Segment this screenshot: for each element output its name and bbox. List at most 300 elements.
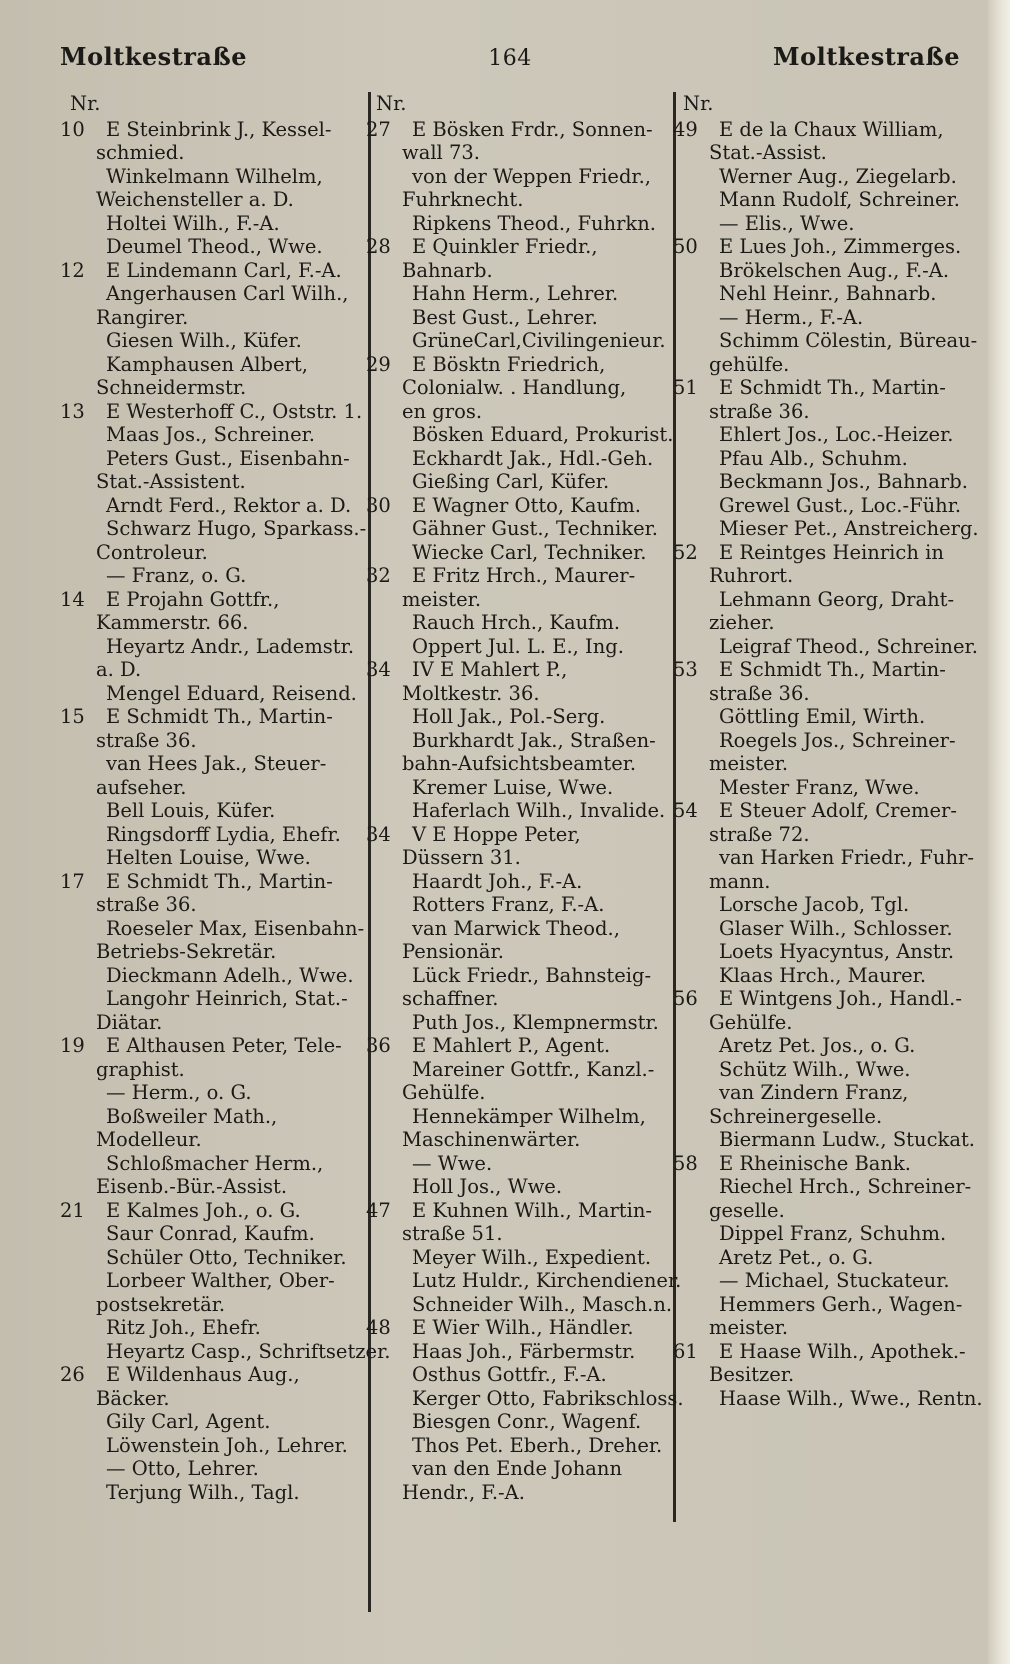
entry-text: Rangirer. (96, 305, 189, 329)
resident-line (70, 611, 362, 635)
entry-text: Kerger Otto, Fabrikschloss. (412, 1386, 684, 1410)
entry-text: E Mahlert P., Agent. (412, 1034, 611, 1057)
house-entry (60, 869, 362, 894)
resident-line (683, 1316, 975, 1340)
entry-text: E Althausen Peter, Tele- (106, 1034, 342, 1057)
house-number: 19 (60, 1034, 85, 1057)
entry-text: zieher. (709, 611, 775, 634)
resident-line (376, 1386, 684, 1411)
house-entry (673, 117, 975, 142)
entry-text: E Wagner Otto, Kaufm. (412, 493, 641, 517)
resident-line (683, 823, 975, 847)
house-number: 17 (60, 869, 85, 893)
house-number: 53 (673, 658, 698, 681)
resident-line (683, 1105, 975, 1129)
entry-text: Lehmann Georg, Draht- (719, 587, 955, 611)
resident-line (376, 1292, 673, 1317)
entry-text: Leigraf Theod., Schreiner. (719, 634, 978, 658)
entry-text: Glaser Wilh., Schlosser. (719, 916, 953, 940)
entry-text: Heyartz Casp., Schriftsetzer. (106, 1339, 391, 1363)
entry-text: Biermann Ludw., Stuckat. (719, 1128, 975, 1151)
resident-line (70, 447, 362, 471)
resident-line (70, 752, 362, 776)
entry-text: — Michael, Stuckateur. (719, 1269, 950, 1292)
entry-text: Lutz Huldr., Kirchendiener. (412, 1269, 682, 1292)
resident-line (376, 282, 666, 306)
house-entry (366, 493, 666, 518)
resident-line (376, 917, 666, 941)
entry-text: Puth Jos., Klempnermstr. (412, 1010, 659, 1034)
entry-text: — Franz, o. G. (106, 564, 247, 587)
house-number: 34 (366, 822, 391, 846)
resident-line (376, 1058, 666, 1082)
resident-line (70, 1105, 362, 1129)
resident-line (683, 165, 975, 189)
entry-text: Langohr Heinrich, Stat.- (106, 987, 348, 1010)
resident-line (683, 1363, 975, 1387)
resident-line (683, 212, 975, 236)
entry-text: Hennekämper Wilhelm, (412, 1104, 646, 1128)
entry-text: — Herm., F.-A. (719, 305, 864, 329)
entry-text: Stat.-Assistent. (96, 470, 246, 493)
entry-text: IV E Mahlert P., (412, 658, 568, 681)
entry-text: Nehl Heinr., Bahnarb. (719, 282, 937, 305)
house-number: 54 (673, 799, 698, 822)
resident-line (70, 635, 362, 659)
resident-line (376, 1363, 666, 1387)
resident-line (70, 235, 362, 259)
entry-text: wall 73. (402, 141, 480, 164)
column-2 (366, 92, 684, 1632)
house-number: 47 (366, 1198, 391, 1222)
entry-text: E Bösken Frdr., Sonnen- (412, 117, 653, 141)
resident-line (683, 329, 978, 353)
house-number: 26 (60, 1363, 85, 1386)
resident-line (70, 1410, 362, 1434)
house-entry (366, 1316, 666, 1340)
house-entry (60, 399, 363, 424)
entry-text: von der Weppen Friedr., (412, 164, 651, 188)
entry-text: Controleur. (96, 540, 208, 564)
house-number: 50 (673, 235, 698, 258)
entry-text: Osthus Gottfr., F.-A. (412, 1363, 607, 1386)
entry-text: Löwenstein Joh., Lehrer. (106, 1433, 348, 1457)
entry-text: Ripkens Theod., Fuhrkn. (412, 211, 656, 235)
entry-text: Schwarz Hugo, Sparkass.- (106, 517, 367, 540)
resident-line (376, 799, 666, 823)
entry-text: Brökelschen Aug., F.-A. (719, 258, 950, 282)
entry-text: E Schmidt Th., Martin- (719, 376, 946, 399)
resident-line (683, 1081, 975, 1105)
entry-text: E Fritz Hrch., Maurer- (412, 564, 636, 587)
resident-line (376, 1128, 666, 1152)
resident-line (683, 1293, 975, 1317)
house-entry (60, 1034, 362, 1058)
entry-text: Maas Jos., Schreiner. (106, 423, 315, 446)
entry-text: Riechel Hrch., Schreiner- (719, 1175, 972, 1198)
entry-text: Giesen Wilh., Küfer. (106, 329, 302, 352)
entry-text: Schloßmacher Herm., (106, 1151, 324, 1175)
resident-line (376, 729, 666, 753)
entry-text: Aretz Pet., o. G. (719, 1245, 874, 1269)
entry-text: Eckhardt Jak., Hdl.-Geh. (412, 446, 654, 470)
resident-line (376, 1246, 666, 1270)
entry-text: Beckmann Jos., Bahnarb. (719, 470, 968, 493)
resident-line (683, 306, 975, 330)
resident-line (70, 1175, 362, 1199)
entry-text: Angerhausen Carl Wilh., (106, 282, 349, 305)
resident-line (70, 1339, 391, 1364)
resident-line (70, 564, 362, 588)
resident-line (376, 141, 666, 165)
entry-text: E Wintgens Joh., Handl.- (719, 987, 962, 1010)
resident-line (70, 306, 362, 330)
house-entry (60, 117, 362, 142)
entry-text: E Kuhnen Wilh., Martin- (412, 1198, 653, 1222)
resident-line (376, 588, 666, 612)
entry-text: — Wwe. (412, 1151, 493, 1175)
resident-line (70, 1152, 362, 1176)
entry-text: Diätar. (96, 1010, 163, 1034)
resident-line (376, 1222, 666, 1246)
entry-text: Dieckmann Adelh., Wwe. (106, 963, 354, 987)
entry-text: — Elis., Wwe. (719, 211, 855, 235)
entry-text: Ruhrort. (709, 564, 794, 587)
entry-text: meister. (709, 1316, 789, 1339)
entry-text: Düssern 31. (402, 846, 521, 869)
resident-line (683, 917, 975, 941)
resident-line (376, 987, 666, 1011)
entry-text: schmied. (96, 141, 185, 164)
resident-line (70, 1128, 362, 1152)
header-right-title: Moltkestraße (773, 42, 960, 71)
entry-text: Hemmers Gerh., Wagen- (719, 1292, 963, 1316)
entry-text: van Hees Jak., Steuer- (106, 752, 327, 775)
house-number: 36 (366, 1034, 391, 1057)
resident-line (683, 682, 975, 706)
house-entry (673, 376, 975, 400)
house-entry (366, 1198, 666, 1223)
entry-text: Bell Louis, Küfer. (106, 799, 276, 822)
house-entry (60, 1363, 362, 1387)
resident-line (70, 893, 362, 917)
entry-text: straße 36. (96, 893, 197, 916)
entry-text: Ritz Joh., Ehefr. (106, 1316, 261, 1339)
resident-line (376, 635, 666, 659)
entry-text: Wiecke Carl, Techniker. (412, 540, 647, 564)
resident-line (376, 188, 666, 212)
resident-line (376, 1105, 666, 1129)
entry-text: Mieser Pet., Anstreicherg. (719, 517, 979, 540)
resident-line (70, 1316, 362, 1340)
resident-line (70, 1011, 362, 1035)
entry-text: Göttling Emil, Wirth. (719, 705, 926, 728)
resident-line (683, 494, 975, 518)
resident-line (376, 1269, 682, 1293)
resident-line (70, 1293, 362, 1317)
house-number: 13 (60, 399, 85, 423)
resident-line (376, 940, 666, 964)
resident-line (683, 564, 975, 588)
house-number: 58 (673, 1151, 698, 1175)
entry-text: Gehülfe. (402, 1081, 486, 1104)
entry-text: Roegels Jos., Schreiner- (719, 728, 956, 752)
resident-line (683, 282, 975, 306)
page-number: 164 (488, 46, 532, 71)
house-number: 49 (673, 117, 698, 141)
resident-line (376, 705, 666, 729)
entry-text: Schreinergeselle. (709, 1104, 883, 1128)
entry-text: Heyartz Andr., Lademstr. (106, 634, 355, 658)
entry-text: Holl Jos., Wwe. (412, 1175, 563, 1198)
resident-line (70, 212, 362, 236)
entry-text: E Rheinische Bank. (719, 1151, 912, 1175)
resident-line (70, 1269, 362, 1293)
entry-text: Schneidermstr. (96, 376, 247, 399)
entry-text: Ehlert Jos., Loc.-Heizer. (719, 423, 954, 446)
resident-line (70, 846, 362, 870)
house-number: 12 (60, 258, 85, 282)
entry-text: Maschinenwärter. (402, 1128, 581, 1151)
house-entry (673, 658, 975, 682)
house-entry (366, 658, 666, 682)
resident-line (70, 517, 367, 541)
resident-line (683, 611, 975, 635)
entry-text: Biesgen Conr., Wagenf. (412, 1410, 642, 1433)
resident-line (683, 188, 975, 212)
nr-label: Nr. (376, 92, 407, 115)
entry-text: Lorsche Jacob, Tgl. (719, 893, 910, 916)
entry-text: Helten Louise, Wwe. (106, 846, 311, 869)
resident-line (70, 1081, 362, 1105)
entry-text: E Projahn Gottfr., (106, 587, 280, 611)
house-entry (673, 1339, 975, 1364)
entry-text: Bösken Eduard, Prokurist. (412, 423, 674, 446)
entry-text: straße 36. (709, 399, 810, 423)
resident-line (683, 470, 975, 494)
resident-line (376, 1410, 666, 1434)
entry-text: Hendr., F.-A. (402, 1480, 525, 1504)
entry-text: Burkhardt Jak., Straßen- (412, 728, 656, 752)
entry-text: meister. (402, 587, 482, 611)
resident-line (70, 682, 362, 706)
resident-line (70, 494, 362, 518)
house-entry (60, 587, 362, 612)
resident-line (70, 799, 362, 823)
entry-text: Mareiner Gottfr., Kanzl.- (412, 1057, 655, 1081)
resident-line (376, 1434, 666, 1458)
entry-text: Saur Conrad, Kaufm. (106, 1222, 315, 1245)
entry-text: Kremer Luise, Wwe. (412, 775, 614, 799)
house-entry (366, 1034, 666, 1058)
entry-text: bahn-Aufsichtsbeamter. (402, 752, 637, 775)
house-entry (366, 822, 666, 847)
entry-text: E Steuer Adolf, Cremer- (719, 799, 957, 822)
column-3 (673, 92, 983, 1632)
resident-line (683, 1269, 975, 1293)
entry-text: E Quinkler Friedr., (412, 235, 598, 258)
resident-line (70, 658, 362, 682)
resident-line (376, 1011, 666, 1035)
entry-text: Peters Gust., Eisenbahn- (106, 446, 350, 470)
resident-line (70, 964, 362, 988)
entry-text: Stat.-Assist. (709, 141, 827, 164)
house-number: 51 (673, 376, 698, 399)
resident-line (376, 1081, 666, 1105)
resident-line (70, 823, 362, 847)
resident-line (683, 1011, 975, 1035)
resident-line (70, 729, 362, 753)
entry-text: Gähner Gust., Techniker. (412, 517, 658, 540)
entry-text: mann. (709, 869, 771, 893)
entry-text: — Herm., o. G. (106, 1081, 252, 1104)
entry-text: Haase Wilh., Wwe., Rentn. (719, 1386, 983, 1410)
house-number: 34 (366, 658, 391, 681)
resident-line (70, 470, 362, 494)
resident-line (70, 329, 362, 353)
resident-line (376, 447, 666, 471)
entry-text: Bäcker. (96, 1386, 170, 1410)
entry-text: Terjung Wilh., Tagl. (106, 1480, 300, 1504)
entry-text: van Zindern Franz, (719, 1081, 909, 1104)
resident-line (683, 1128, 975, 1152)
entry-text: Roeseler Max, Eisenbahn- (106, 916, 365, 940)
house-entry (366, 117, 666, 142)
resident-line (376, 400, 666, 424)
resident-line (683, 705, 975, 729)
entry-text: E Haase Wilh., Apothek.- (719, 1339, 966, 1363)
entry-text: Grewel Gust., Loc.-Führ. (719, 493, 962, 517)
entry-text: E Lindemann Carl, F.-A. (106, 258, 342, 282)
entry-text: straße 36. (96, 728, 197, 752)
entry-text: Kamphausen Albert, (106, 352, 308, 376)
entry-text: Kammerstr. 66. (96, 611, 249, 634)
entry-text: en gros. (402, 399, 483, 423)
resident-line (70, 916, 365, 941)
house-number: 29 (366, 352, 391, 376)
entry-text: Oppert Jul. L. E., Ing. (412, 634, 624, 658)
entry-text: van Harken Friedr., Fuhr- (719, 846, 974, 869)
entry-text: Thos Pet. Eberh., Dreher. (412, 1433, 663, 1457)
entry-text: Modelleur. (96, 1128, 202, 1151)
entry-text: Mengel Eduard, Reisend. (106, 681, 357, 705)
resident-line (70, 1387, 362, 1411)
house-entry (60, 705, 362, 729)
entry-text: Haardt Joh., F.-A. (412, 869, 583, 893)
house-entry (673, 540, 975, 565)
entry-text: aufseher. (96, 775, 187, 799)
entry-text: Holl Jak., Pol.-Serg. (412, 705, 606, 728)
entry-text: Gily Carl, Agent. (106, 1410, 271, 1433)
entry-text: Gehülfe. (709, 1010, 793, 1034)
house-number: 27 (366, 117, 391, 141)
entry-text: E Wier Wilh., Händler. (412, 1316, 634, 1339)
entry-text: schaffner. (402, 987, 499, 1010)
house-number: 30 (366, 493, 391, 517)
entry-text: Boßweiler Math., (106, 1104, 278, 1128)
resident-line (70, 376, 362, 400)
entry-text: E Steinbrink J., Kessel- (106, 117, 332, 141)
entry-text: Schimm Cölestin, Büreau- (719, 329, 978, 352)
house-number: 61 (673, 1339, 698, 1363)
resident-line (70, 987, 362, 1011)
entry-text: Mann Rudolf, Schreiner. (719, 188, 960, 211)
resident-line (70, 1246, 362, 1270)
entry-text: E Schmidt Th., Martin- (106, 705, 333, 728)
resident-line (376, 846, 666, 870)
house-number: 52 (673, 540, 698, 564)
entry-text: E Lues Joh., Zimmerges. (719, 235, 962, 258)
page-edge (988, 0, 1010, 1664)
nr-label: Nr. (70, 92, 101, 115)
resident-line (376, 964, 666, 988)
resident-line (70, 353, 362, 377)
resident-line (376, 212, 666, 236)
resident-line (683, 634, 978, 659)
entry-text: straße 51. (402, 1222, 503, 1245)
resident-line (376, 517, 666, 541)
entry-text: E de la Chaux William, (719, 117, 944, 141)
house-number: 14 (60, 587, 85, 611)
resident-line (376, 1340, 666, 1364)
entry-text: graphist. (96, 1057, 185, 1081)
entry-text: V E Hoppe Peter, (412, 822, 581, 846)
entry-text: van Marwick Theod., (412, 916, 620, 940)
entry-text: Schneider Wilh., Masch.n. (412, 1292, 673, 1316)
resident-line (376, 682, 666, 706)
resident-line (683, 752, 975, 776)
entry-text: van den Ende Johann (412, 1457, 623, 1480)
entry-text: Gießing Carl, Küfer. (412, 470, 610, 493)
resident-line (376, 1152, 666, 1176)
resident-line (683, 353, 975, 377)
resident-line (376, 259, 666, 283)
entry-text: E Reintges Heinrich in (719, 540, 944, 564)
house-entry (673, 799, 975, 823)
entry-text: geselle. (709, 1198, 785, 1222)
entry-text: Ringsdorff Lydia, Ehefr. (106, 822, 341, 846)
resident-line (683, 940, 975, 964)
resident-line (683, 447, 975, 471)
entry-text: postsekretär. (96, 1292, 226, 1316)
resident-line (70, 776, 362, 800)
entry-text: Hahn Herm., Lehrer. (412, 282, 619, 305)
entry-text: Werner Aug., Ziegelarb. (719, 164, 957, 188)
entry-text: Best Gust., Lehrer. (412, 305, 598, 329)
entry-text: Pfau Alb., Schuhm. (719, 446, 908, 470)
house-number: 28 (366, 235, 391, 258)
entry-text: Pensionär. (402, 940, 504, 963)
resident-line (376, 165, 666, 189)
entry-text: Deumel Theod., Wwe. (106, 235, 323, 258)
resident-line (376, 776, 666, 800)
resident-line (683, 1246, 975, 1270)
resident-line (683, 1058, 975, 1082)
resident-line (683, 400, 975, 424)
resident-line (683, 517, 979, 541)
resident-line (683, 846, 975, 870)
entry-text: meister. (709, 752, 789, 775)
resident-line (376, 541, 666, 565)
resident-line (683, 423, 975, 447)
entry-text: Dippel Franz, Schuhm. (719, 1222, 947, 1245)
header-left-title: Moltkestraße (60, 42, 247, 71)
resident-line (376, 611, 666, 635)
resident-line (70, 1434, 362, 1458)
entry-text: straße 72. (709, 822, 810, 846)
resident-line (683, 1222, 975, 1246)
house-entry (60, 1198, 362, 1223)
